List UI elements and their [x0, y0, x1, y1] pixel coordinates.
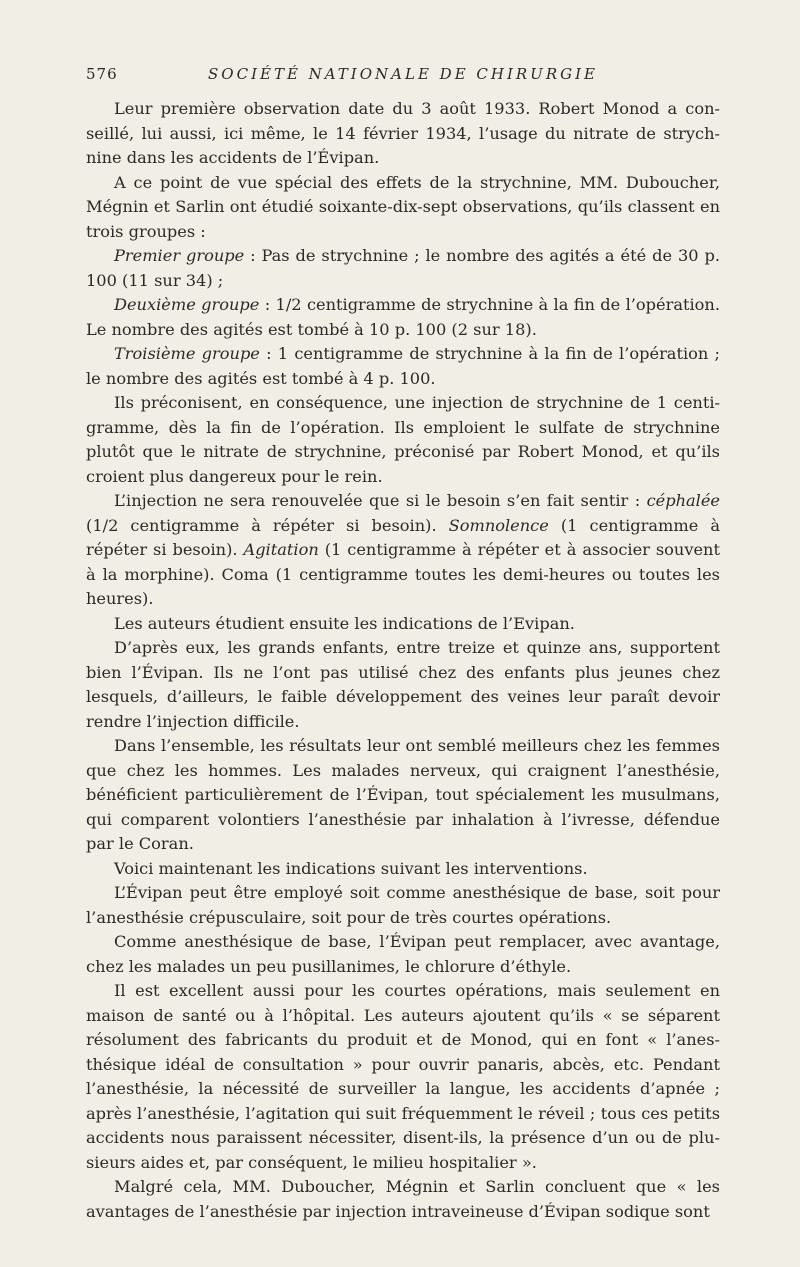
text-run: (1/2 centigramme à répéter si besoin).: [86, 515, 449, 535]
paragraph: [86, 612, 720, 637]
italic-text: Troisième groupe: [114, 344, 260, 363]
text-run: L’Évipan peut être employé soit comme anesthésique de base, soit pour l’anesthésie crépusculaire, soit pour de très courtes opérations.: [86, 883, 720, 927]
paragraph: [86, 97, 720, 171]
text-run: (1 centigramme à répéter et à associer souvent à la morphine). Coma (1 centigramme toutes les demi-heures ou toutes les heures).: [86, 540, 720, 608]
text-run: : 1/2 centigramme de strychnine à la fin de l’opération. Le nombre des agités est tombé à 10 p. 100 (2 sur 18).: [86, 295, 720, 339]
paragraph: [86, 171, 720, 245]
italic-text: Premier groupe: [114, 246, 245, 265]
body-text: [86, 97, 720, 1224]
paragraph: [86, 979, 720, 1175]
paragraph: [86, 489, 720, 612]
italic-text: céphalée: [646, 491, 720, 510]
text-run: Malgré cela, MM. Duboucher, Mégnin et Sarlin concluent que « les avantages de l’anesthésie par injection intraveineuse d’Évipan sodique sont: [86, 1177, 720, 1221]
text-run: Ils préconisent, en conséquence, une injection de strychnine de 1 centigramme, dès la fin de l’opération. Ils emploient le sulfate de strychnine plutôt que le nitrate de strychnine, préconisé par Robert Monod, et qu’ils croient plus dangereux pour le rein.: [86, 393, 720, 486]
text-run: Les auteurs étudient ensuite les indications de l’Evipan.: [114, 613, 575, 633]
paragraph: [86, 1175, 720, 1224]
paragraph: [86, 857, 720, 882]
paragraph: [86, 342, 720, 391]
text-run: A ce point de vue spécial des effets de la strychnine, MM. Duboucher, Mégnin et Sarlin ont étudié soixante-dix-sept observations, qu’ils classent en trois groupes :: [86, 172, 720, 241]
text-run: : 1 centigramme de strychnine à la fin de l’opération ; le nombre des agités est tombé à 4 p. 100.: [86, 344, 720, 388]
text-run: Leur première observation date du 3 août 1933. Robert Monod a conseillé, lui aussi, ici même, le 14 février 1934, l’usage du nitrate de strychnine dans les accidents de l’Évipan.: [86, 99, 720, 167]
text-run: Comme anesthésique de base, l’Évipan peut remplacer, avec avantage, chez les malades un peu pusillanimes, le chlorure d’éthyle.: [86, 932, 720, 976]
paragraph: [86, 244, 720, 293]
italic-text: Deuxième groupe: [114, 295, 260, 314]
paragraph: [86, 930, 720, 979]
page-number: 576: [86, 65, 118, 83]
paragraph: [86, 881, 720, 930]
paragraph: [86, 391, 720, 489]
page-header: [86, 60, 720, 88]
text-run: Il est excellent aussi pour les courtes opérations, mais seulement en maison de santé ou à l’hôpital. Les auteurs ajoutent qu’ils « se séparent résolument des fabricants du produit et de Monod, qui en font « l’anesthésique idéal de consultation » pour ouvrir panaris, abcès, etc. Pendant l’anesthésie, la nécessité de surveiller la langue, les accidents d’apnée ; après l’anesthésie, l’agitation qui suit fréquemment le réveil ; tous ces petits accidents nous paraissent nécessiter, disent-ils, la présence d’un ou de plusieurs aides et, par conséquent, le milieu hospitalier ».: [86, 981, 720, 1172]
paragraph: [86, 293, 720, 342]
running-title: SOCIÉTÉ NATIONALE DE CHIRURGIE: [208, 65, 598, 83]
text-run: D’après eux, les grands enfants, entre treize et quinze ans, supportent bien l’Évipan. Ils ne l’ont pas utilisé chez des enfants plus jeunes chez lesquels, d’ailleurs, le faible développement des veines leur paraît devoir rendre l’injection difficile.: [86, 638, 720, 731]
paragraph: [86, 734, 720, 857]
text-run: Dans l’ensemble, les résultats leur ont semblé meilleurs chez les femmes que chez les hommes. Les malades nerveux, qui craignent l’anesthésie, bénéficient particulièrement de l’Évipan, tout spécialement les musulmans, qui comparent volontiers l’anesthésie par inhalation à l’ivresse, défendue par le Coran.: [86, 736, 720, 853]
italic-text: Somnolence: [448, 515, 549, 535]
text-run: L’injection ne sera renouvelée que si le besoin s’en fait sentir :: [114, 491, 647, 510]
italic-text: Agitation: [243, 540, 319, 559]
text-run: Voici maintenant les indications suivant les interventions.: [114, 858, 588, 878]
text-run: (1 centigramme à répéter si besoin).: [86, 515, 720, 559]
text-run: : Pas de strychnine ; le nombre des agités a été de 30 p. 100 (11 sur 34) ;: [86, 246, 720, 290]
paragraph: [86, 636, 720, 734]
